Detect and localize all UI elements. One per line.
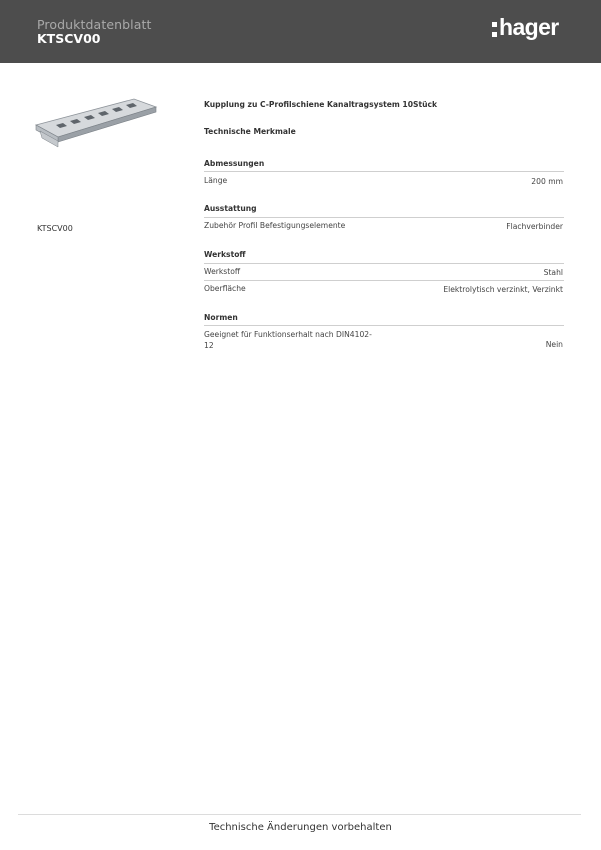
spec-value-oberflaeche: Elektrolytisch verzinkt, Verzinkt bbox=[443, 285, 563, 294]
spec-value-funktionserhalt: Nein bbox=[545, 340, 563, 349]
spec-label-line-1: Geeignet für Funktionserhalt nach DIN4102- bbox=[204, 330, 372, 339]
footer-disclaimer: Technische Änderungen vorbehalten bbox=[209, 822, 392, 833]
footer-divider bbox=[18, 814, 581, 815]
product-title: Kupplung zu C-Profilschiene Kanaltragsystem 10Stück bbox=[204, 100, 438, 109]
section-title-normen: Normen bbox=[204, 313, 238, 322]
spec-label-oberflaeche: Oberfläche bbox=[204, 284, 246, 293]
logo-dots-icon bbox=[492, 22, 498, 38]
section-title-abmessungen: Abmessungen bbox=[204, 159, 265, 168]
row-divider bbox=[204, 280, 564, 281]
section-divider bbox=[204, 217, 564, 218]
header-product-code: KTSCV00 bbox=[37, 31, 101, 46]
spec-label-werkstoff: Werkstoff bbox=[204, 267, 241, 276]
product-image bbox=[34, 95, 160, 153]
spec-label-zubehoer: Zubehör Profil Befestigungselemente bbox=[204, 221, 346, 230]
spec-label-line-2: 12 bbox=[204, 340, 214, 350]
section-title-werkstoff: Werkstoff bbox=[204, 250, 246, 259]
section-title-ausstattung: Ausstattung bbox=[204, 204, 257, 213]
document-type: Produktdatenblatt bbox=[37, 17, 152, 32]
spec-label-funktionserhalt bbox=[204, 330, 372, 351]
section-divider bbox=[204, 171, 564, 172]
spec-label-laenge: Länge bbox=[204, 176, 228, 185]
header-bar bbox=[0, 0, 601, 63]
spec-value-laenge: 200 mm bbox=[531, 177, 563, 186]
section-divider bbox=[204, 325, 564, 326]
spec-value-werkstoff: Stahl bbox=[543, 268, 563, 277]
spec-value-zubehoer: Flachverbinder bbox=[506, 222, 563, 231]
tech-heading: Technische Merkmale bbox=[204, 127, 296, 136]
section-divider bbox=[204, 263, 564, 264]
logo-text: hager bbox=[499, 14, 559, 40]
product-code-label: KTSCV00 bbox=[37, 224, 73, 233]
